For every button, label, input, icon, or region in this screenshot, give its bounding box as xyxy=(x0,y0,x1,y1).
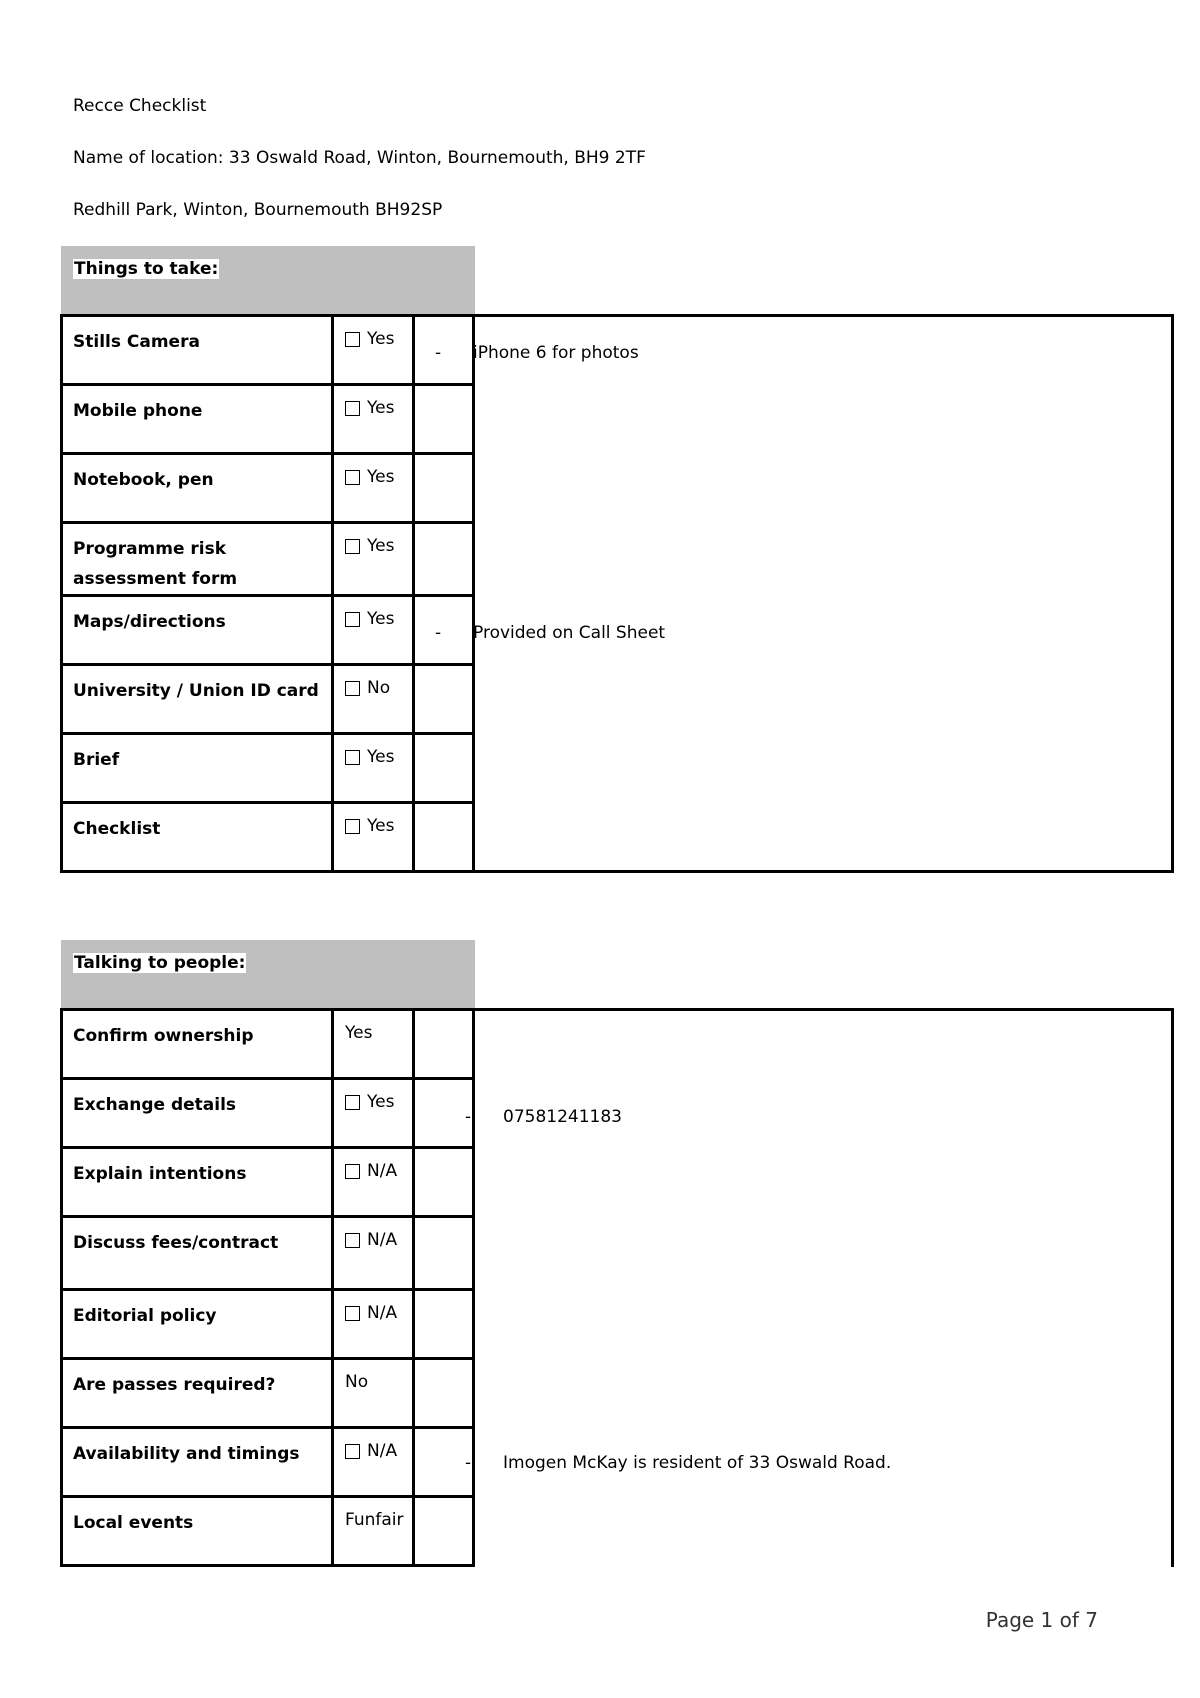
row-value-text: Yes xyxy=(367,398,395,418)
column-divider xyxy=(331,1149,334,1215)
row-label: Stills Camera xyxy=(73,332,200,352)
column-divider xyxy=(331,455,334,521)
row-value xyxy=(345,1159,397,1183)
row-label: Are passes required? xyxy=(73,1375,276,1395)
row-value xyxy=(345,534,394,558)
row-label: University / Union ID card xyxy=(73,681,319,701)
column-divider xyxy=(331,666,334,732)
row-value-text: Yes xyxy=(367,1092,395,1112)
column-divider xyxy=(331,1360,334,1426)
checkbox-icon[interactable] xyxy=(345,539,360,554)
row-value xyxy=(345,676,390,700)
column-divider xyxy=(331,1429,334,1495)
row-label: Checklist xyxy=(73,819,161,839)
row-value xyxy=(345,607,394,631)
checkbox-icon[interactable] xyxy=(345,401,360,416)
things-notes-cell xyxy=(412,314,1174,873)
row-label: Explain intentions xyxy=(73,1164,247,1184)
column-divider xyxy=(331,386,334,452)
things-note-1: - Provided on Call Sheet xyxy=(435,623,666,643)
row-label: Editorial policy xyxy=(73,1306,217,1326)
row-value-text: N/A xyxy=(367,1230,398,1250)
row-value-text: N/A xyxy=(367,1441,398,1461)
checkbox-icon[interactable] xyxy=(345,1306,360,1321)
column-divider xyxy=(331,524,334,594)
column-divider xyxy=(331,1011,334,1077)
row-value xyxy=(345,1021,372,1045)
row-label: Mobile phone xyxy=(73,401,203,421)
people-heading-cell xyxy=(61,940,475,1008)
row-label: Programme risk assessment form xyxy=(73,539,238,589)
checkbox-icon[interactable] xyxy=(345,332,360,347)
checkbox-icon[interactable] xyxy=(345,1095,360,1110)
row-value xyxy=(345,814,394,838)
row-value-text: N/A xyxy=(367,1161,398,1181)
row-label: Exchange details xyxy=(73,1095,237,1115)
row-label: Confirm ownership xyxy=(73,1026,254,1046)
row-value xyxy=(345,1439,397,1463)
checkbox-icon[interactable] xyxy=(345,1233,360,1248)
row-value-text: No xyxy=(345,1372,369,1392)
checkbox-icon[interactable] xyxy=(345,612,360,627)
column-divider xyxy=(331,597,334,663)
checkbox-icon[interactable] xyxy=(345,1164,360,1179)
row-value-text: Yes xyxy=(367,609,395,629)
column-divider xyxy=(331,1218,334,1288)
row-label: Maps/directions xyxy=(73,612,226,632)
row-value xyxy=(345,1508,404,1532)
checkbox-icon[interactable] xyxy=(345,470,360,485)
row-value-text: No xyxy=(367,678,391,698)
row-value xyxy=(345,1090,394,1114)
row-value-text: Yes xyxy=(367,467,395,487)
column-divider xyxy=(331,1080,334,1146)
document-title: Recce Checklist xyxy=(73,96,207,116)
row-value-text: Yes xyxy=(345,1023,373,1043)
row-value xyxy=(345,327,394,351)
row-label: Availability and timings xyxy=(73,1444,300,1464)
column-divider xyxy=(331,317,334,383)
row-value xyxy=(345,465,394,489)
things-note-0: - iPhone 6 for photos xyxy=(435,343,639,363)
row-value xyxy=(345,396,394,420)
people-note-0: - 07581241183 xyxy=(465,1107,622,1127)
page-number: Page 1 of 7 xyxy=(985,1608,1098,1632)
checkbox-icon[interactable] xyxy=(345,750,360,765)
things-heading-cell xyxy=(61,246,475,314)
column-divider xyxy=(331,1498,334,1564)
row-label: Notebook, pen xyxy=(73,470,214,490)
row-value xyxy=(345,1301,397,1325)
column-divider xyxy=(331,804,334,870)
row-value-text: Yes xyxy=(367,747,395,767)
column-divider xyxy=(331,735,334,801)
checkbox-icon[interactable] xyxy=(345,1444,360,1459)
row-label: Discuss fees/contract xyxy=(73,1233,279,1253)
location-secondary: Redhill Park, Winton, Bournemouth BH92SP xyxy=(73,200,443,220)
location-name: Name of location: 33 Oswald Road, Winton, Bournemouth, BH9 2TF xyxy=(73,148,646,168)
checkbox-icon[interactable] xyxy=(345,819,360,834)
people-note-1: - Imogen McKay is resident of 33 Oswald Road. xyxy=(465,1453,892,1473)
checkbox-icon[interactable] xyxy=(345,681,360,696)
row-label: Local events xyxy=(73,1513,194,1533)
column-divider xyxy=(331,1291,334,1357)
row-value-text: Yes xyxy=(367,329,395,349)
row-label: Brief xyxy=(73,750,120,770)
things-heading: Things to take: xyxy=(74,259,219,279)
row-value-text: N/A xyxy=(367,1303,398,1323)
row-value-text: Yes xyxy=(367,816,395,836)
people-heading: Talking to people: xyxy=(74,953,246,973)
row-value xyxy=(345,745,394,769)
row-value-text: Yes xyxy=(367,536,395,556)
row-value xyxy=(345,1228,397,1252)
people-notes-cell xyxy=(412,1008,1174,1567)
row-value xyxy=(345,1370,368,1394)
row-value-text: Funfair xyxy=(345,1510,404,1530)
